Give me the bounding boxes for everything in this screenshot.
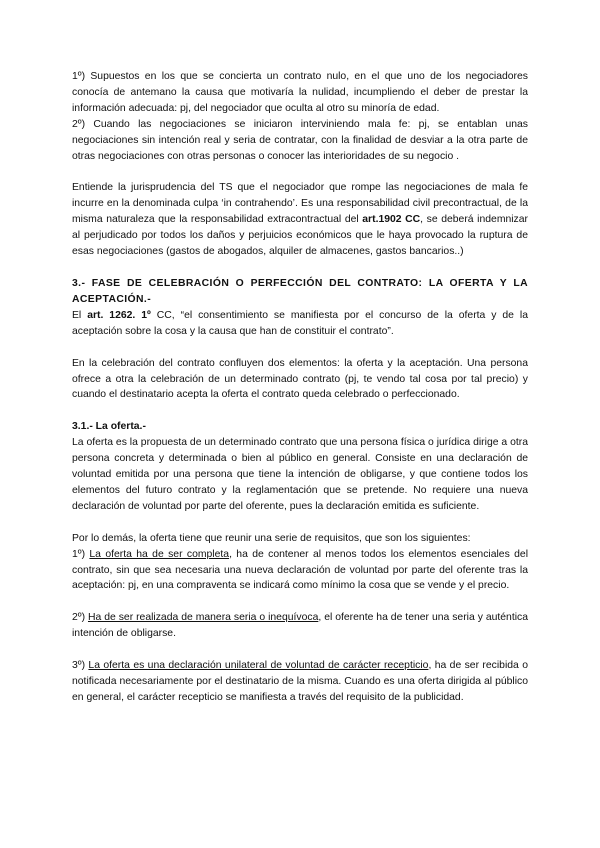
paragraph-requisitos-intro: Por lo demás, la oferta tiene que reunir una serie de requisitos, que son los siguientes: (72, 532, 471, 544)
requisito-3 (72, 658, 528, 706)
paragraph-oferta-definicion: La oferta es la propuesta de un determinado contrato que una persona física o jurídica dirige a otra persona concreta y determinada o bien al público en general. Consiste en una declaración de voluntad emitida por una persona que tiene la intención de obligarse, y que contiene todos los elementos del futuro contrato y la reglamentación que se pretende. No requiere una nueva declaración de voluntad por parte del oferente, pues la declaración emitida es suficiente. (72, 437, 528, 512)
requisito-2-title: Ha de ser realizada de manera seria o inequívoca (87, 612, 319, 624)
requisito-1-text: , ha de contener al menos todos los elementos esenciales del contrato, sin que sea necesaria una nueva declaración de voluntad por parte del oferente tras la aceptación: pj, en una compraventa se indicará como mínimo la cosa que se vende y el precio. (72, 548, 529, 592)
jurisprudencia-text-c: , se deberá indemnizar al perjudicado por todos los daños y perjuicios económicos que le haya provocado la ruptura de esas negociaciones (gastos de abogados, alquiler de almacenes, gastos bancarios..) (72, 214, 528, 258)
art-1262-text-a: El (72, 309, 88, 321)
document-body (72, 69, 528, 706)
art-1262-text-c: CC, “el consentimiento se manifiesta por el concurso de la oferta y de la aceptación sobre la cosa y la causa que han de constituir el contrato”. (72, 309, 528, 337)
requisito-2 (72, 610, 528, 642)
article-ref-1902: art.1902 CC (362, 214, 421, 226)
requisito-2-text: , el oferente ha de tener una seria y auténtica intención de obligarse. (72, 612, 529, 640)
requisito-1-title: La oferta ha de ser completa (89, 548, 230, 560)
paragraph-jurisprudencia (72, 180, 528, 260)
article-ref-1262: art. 1262. 1º (87, 309, 151, 321)
requisito-3-title: La oferta es una declaración unilateral de voluntad de carácter recepticio (88, 660, 429, 672)
paragraph-supuesto-1: 1º) Supuestos en los que se concierta un contrato nulo, en el que uno de los negociadores conocía de antemano la causa que motivaría la nulidad, incumpliendo el deber de prestar la información adecuada: pj, del negociador que oculta al otro su minoría de edad. (72, 71, 528, 114)
requisito-2-number: 2º) (72, 612, 88, 624)
subsection-heading-3-1: 3.1.- La oferta.- (72, 421, 146, 433)
requisito-3-text: , ha de ser recibida o notificada necesariamente por el destinatario de la misma. Cuando es una oferta dirigida al público en general, el carácter recepticio se manifiesta a través del requisito de la publicidad. (72, 660, 528, 703)
paragraph-supuesto-2: 2º) Cuando las negociaciones se iniciaron interviniendo mala fe: pj, se entablan unas negociaciones sin intención real y seria de contratar, con la finalidad de desviar a la otra parte de otras negociaciones con otras personas o conocer las interioridades de su negocio . (72, 118, 528, 162)
requisito-1-number: 1º) (72, 548, 90, 560)
paragraph-art-1262 (72, 308, 528, 340)
requisito-1 (72, 547, 528, 595)
section-heading-3: 3.- FASE DE CELEBRACIÓN O PERFECCIÓN DEL CONTRATO: LA OFERTA Y LA ACEPTACIÓN.- (72, 277, 528, 305)
requisito-3-number: 3º) (72, 660, 89, 672)
paragraph-celebracion: En la celebración del contrato confluyen dos elementos: la oferta y la aceptación. Una persona ofrece a otra la celebración de un determinado contrato (pj, te vendo tal cosa por tal precio) y cuando el destinatario acepta la oferta el contrato queda celebrado o perfeccionado. (72, 357, 528, 401)
jurisprudencia-text-a: Entiende la jurisprudencia del TS que el negociador que rompe las negociaciones de mala fe incurre en la denominada culpa ‘in contrahendo’. Es una responsabilidad civil precontractual, de la misma naturaleza que la responsabilidad extracontractual del (72, 182, 528, 226)
